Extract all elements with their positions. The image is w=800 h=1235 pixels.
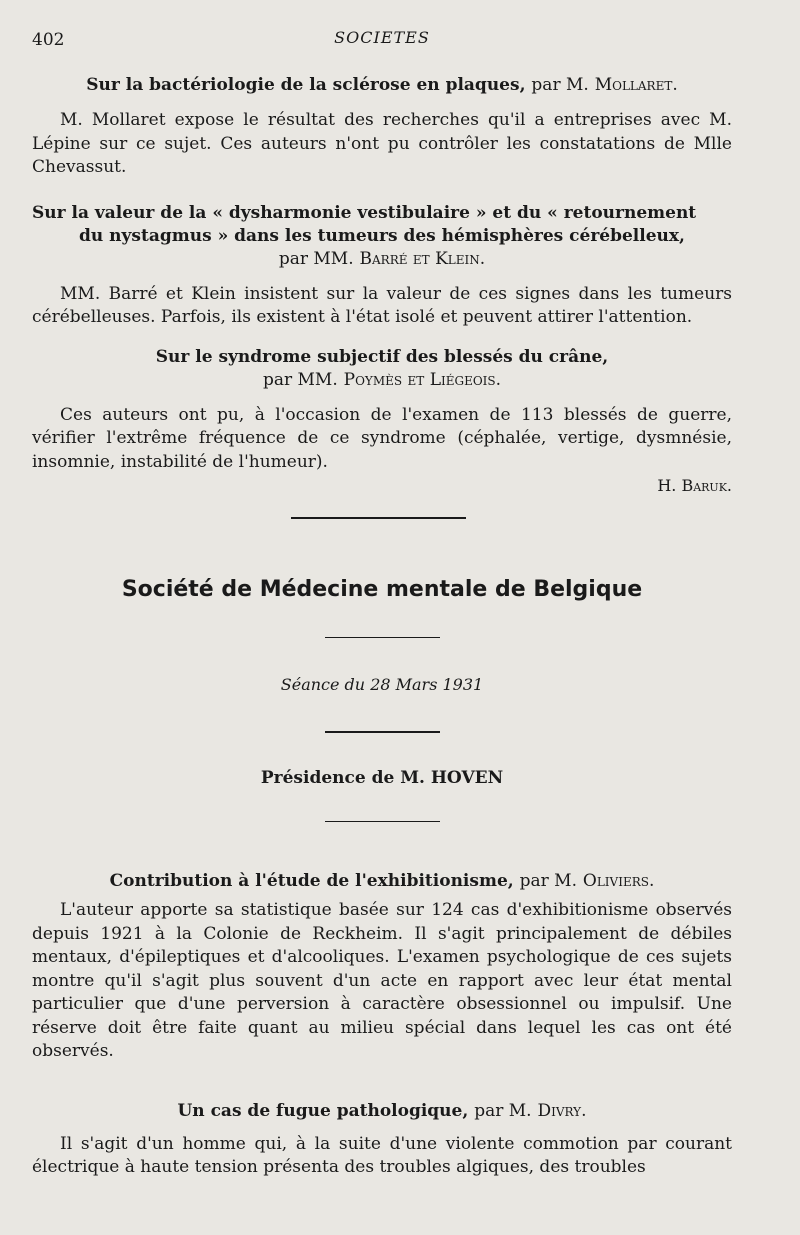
heading-by: par M.: [519, 871, 577, 891]
presidence-line: Présidence de M. HOVEN: [260, 767, 504, 788]
contribution-heading: [32, 870, 732, 893]
heading-by: par M.: [474, 1100, 532, 1121]
heading-authors: Mollaret.: [594, 75, 678, 95]
society-title: Société de Médecine mentale de Belgique: [121, 576, 643, 602]
section-paragraph: M. Mollaret expose le résultat des recherches qu'il a entreprises avec M. Lépine sur ce sujet. Ces auteurs n'ont pu contrôler les constatations de Mlle Chevassut.: [32, 110, 732, 177]
section-heading-authors-line: [32, 369, 732, 392]
heading-title: Sur la bactériologie de la sclérose en plaques,: [86, 75, 526, 95]
section-heading-authors-line: [32, 248, 732, 271]
divider-rule: [325, 821, 440, 823]
divider-rule: [325, 731, 440, 733]
signature: H. Baruk.: [657, 476, 732, 495]
section-heading: Sur le syndrome subjectif des blessés du crâne,: [155, 346, 609, 367]
heading-authors: Oliviers.: [582, 871, 655, 891]
heading-authors: Barré et Klein.: [359, 248, 486, 269]
heading-by: par MM.: [278, 248, 354, 269]
heading-by: par M.: [531, 75, 589, 95]
contribution-paragraph: Il s'agit d'un homme qui, à la suite d'une violente commotion par courant électrique à haute tension présenta des troubles algiques, des troubles: [32, 1133, 732, 1177]
running-title: SOCIETES: [334, 28, 430, 47]
heading-title: Contribution à l'étude de l'exhibitionisme,: [109, 871, 514, 891]
heading-title: Un cas de fugue pathologique,: [177, 1100, 469, 1121]
section-syndrome: [32, 346, 732, 496]
section-dysharmonie: [32, 202, 732, 330]
contribution-heading: [32, 1100, 732, 1123]
contribution-paragraph: L'auteur apporte sa statistique basée sur 124 cas d'exhibitionisme observés depuis 1921 à la Colonie de Reckheim. Il s'agit principalement de débiles mentaux, d'épileptiques et d'alcooliques. L'examen psychologique de ces sujets montre qu'il s'agit plus souvent d'un acte en rapport avec leur état mental particulier que d'une perversion à caractère obsessionnel ou impulsif. Une réserve doit être faite quant au milieu spécial dans lequel les cas ont été observés.: [32, 900, 732, 1061]
section-paragraph: MM. Barré et Klein insistent sur la valeur de ces signes dans les tumeurs cérébelleuses. Parfois, ils existent à l'état isolé et peuvent attirer l'attention.: [32, 283, 732, 327]
section-sclerose: [32, 74, 732, 180]
section-heading-line1: Sur la valeur de la « dysharmonie vestibulaire » et du « retournement: [32, 202, 697, 223]
page-header: [32, 20, 732, 54]
section-heading: [32, 74, 732, 97]
heading-by: par MM.: [262, 369, 338, 390]
section-paragraph: Ces auteurs ont pu, à l'occasion de l'examen de 113 blessés de guerre, vérifier l'extrême fréquence de ce syndrome (céphalée, vertige, dysmnésie, insomnie, instabilité de l'humeur).: [32, 404, 732, 472]
divider-rule: [291, 517, 466, 519]
contribution-exhibitionisme: [32, 870, 732, 1064]
contribution-fugue: [32, 1100, 732, 1180]
page-number: 402: [32, 30, 65, 50]
session-date: Séance du 28 Mars 1931: [280, 675, 484, 694]
section-heading-line2: du nystagmus » dans les tumeurs des hémisphères cérébelleux,: [79, 225, 685, 246]
divider-rule: [325, 637, 440, 639]
heading-authors: Poymès et Liégeois.: [343, 369, 502, 390]
heading-authors: Divry.: [537, 1100, 587, 1121]
